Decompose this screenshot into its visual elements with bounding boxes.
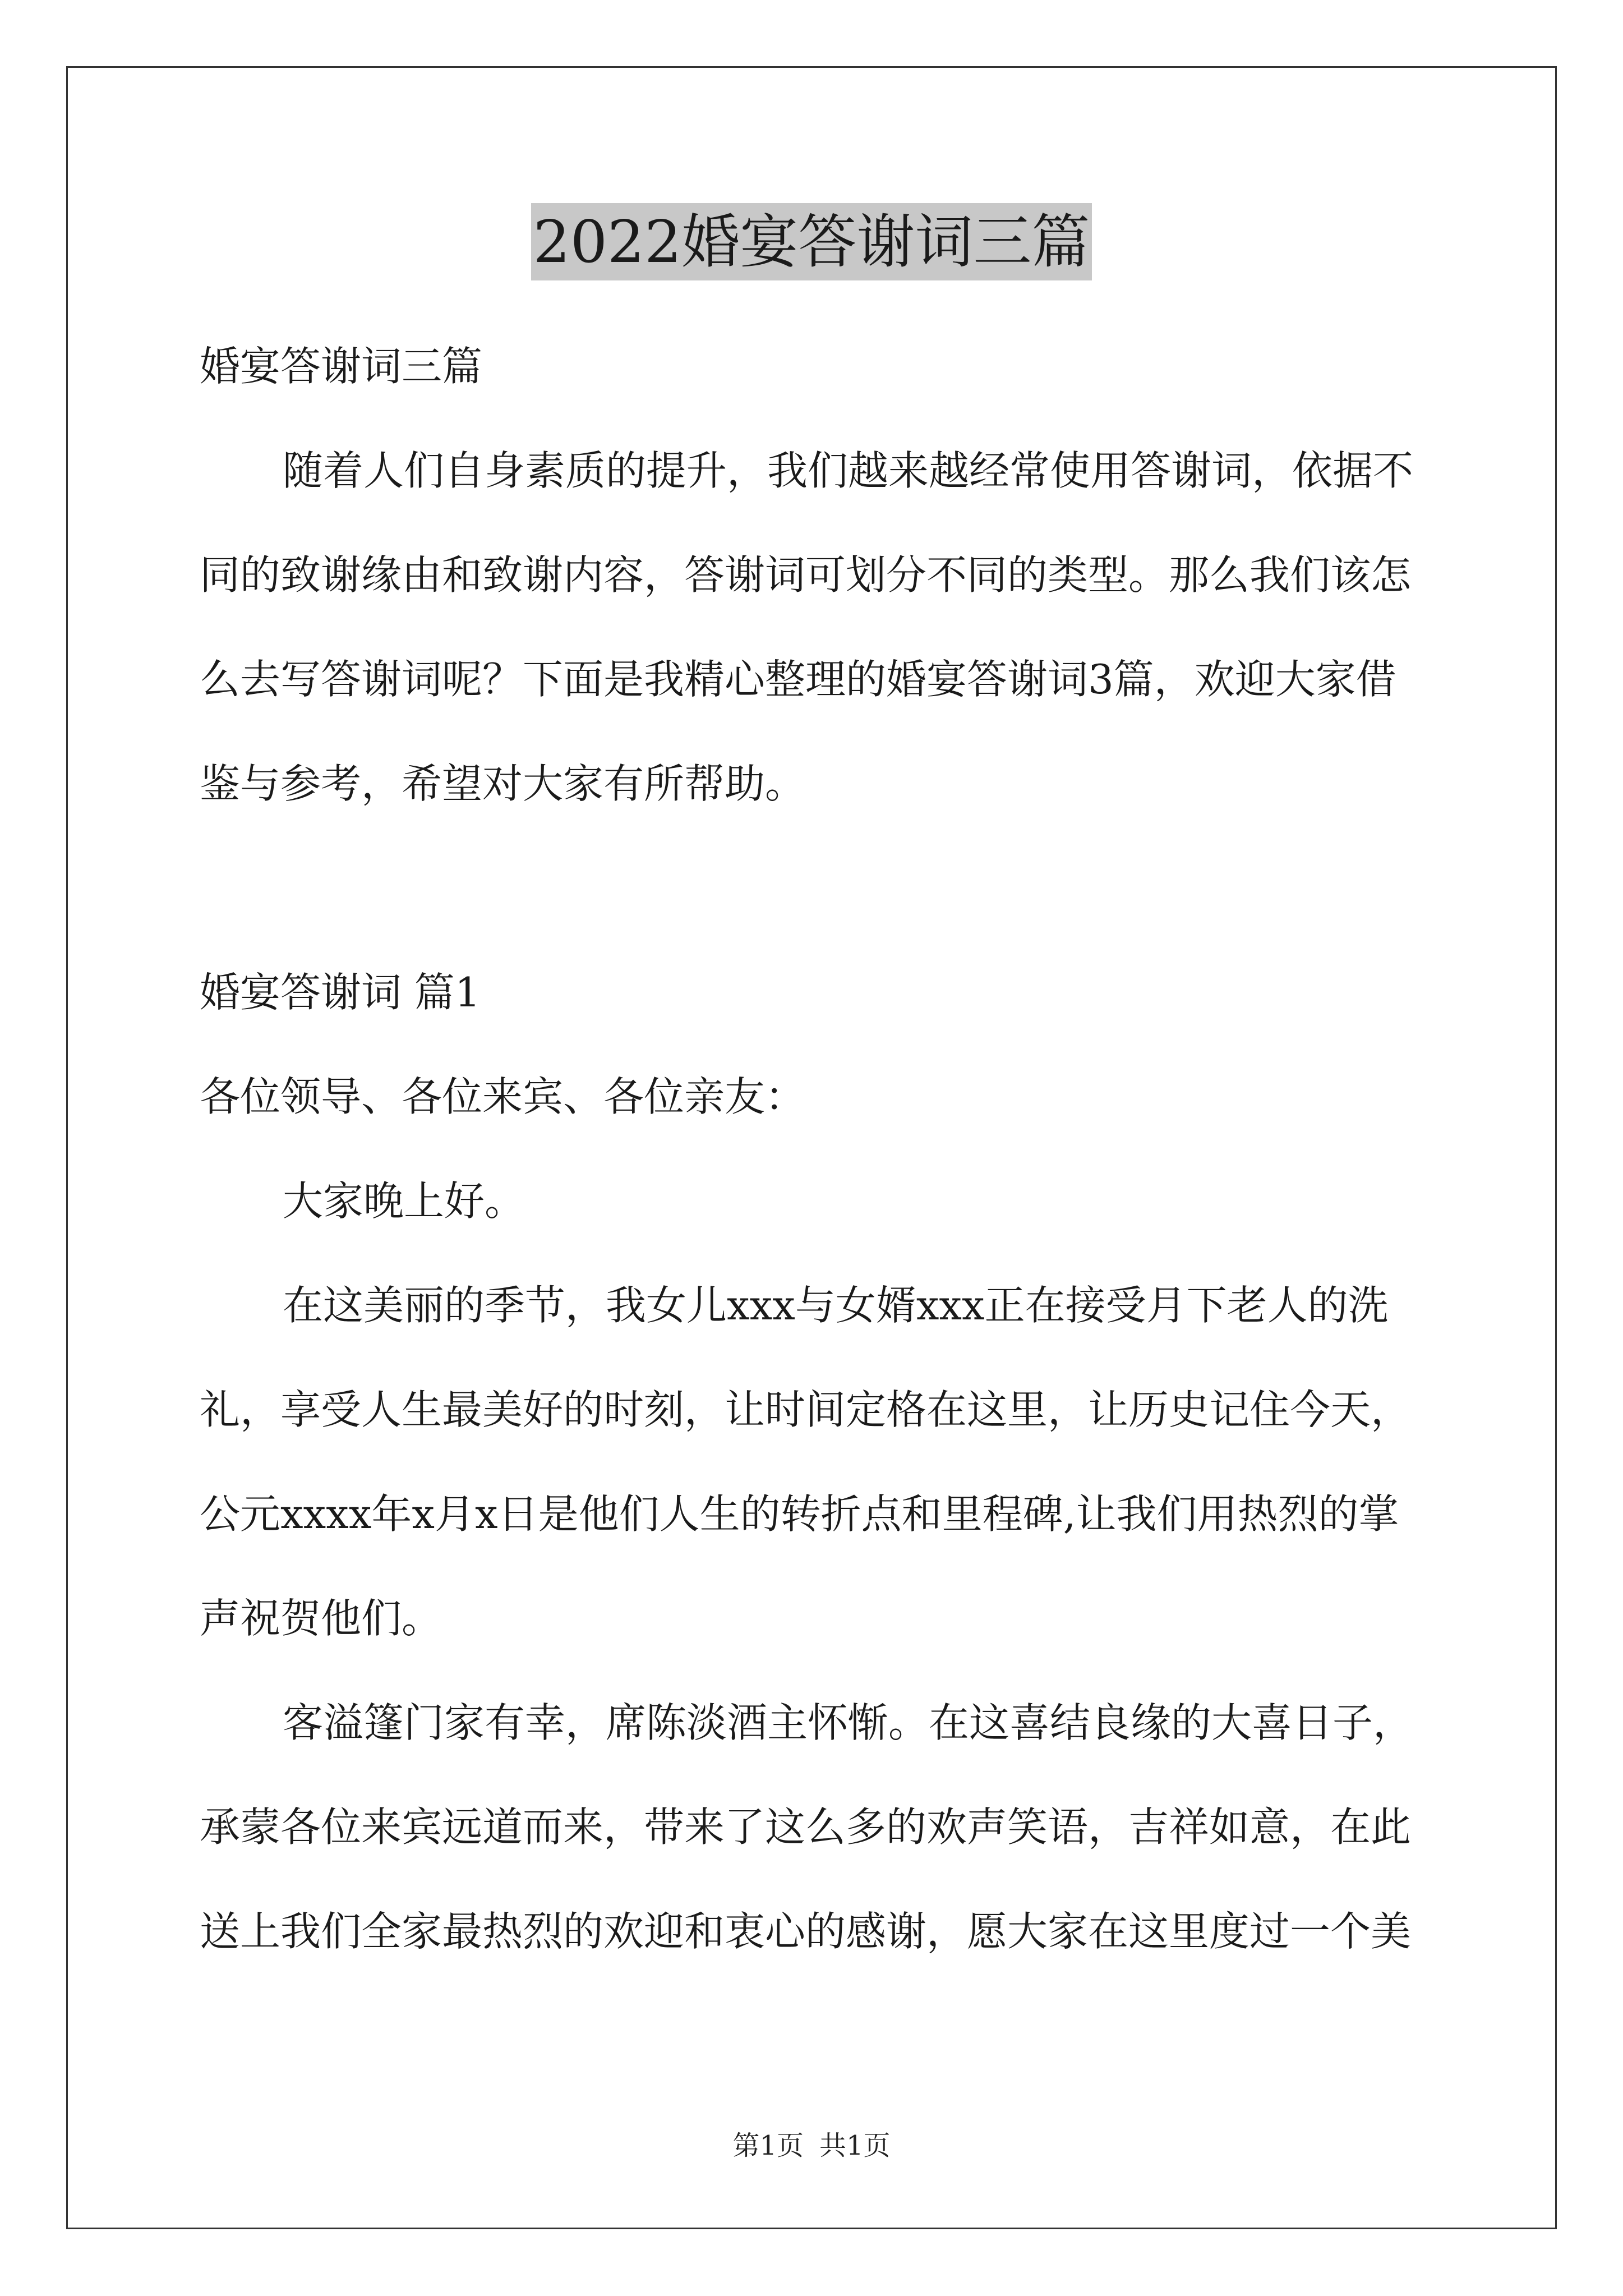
body-paragraph-thanks: 客溢篷门家有幸，席陈淡酒主怀惭。在这喜结良缘的大喜日子，承蒙各位来宾远道而来，带来了这么多的欢声笑语，吉祥如意，在此送上我们全家最热烈的欢迎和衷心的感谢，愿大家在这里度过一个美 [200,1699,1414,1955]
body-paragraph-ceremony: 在这美丽的季节，我女儿xxx与女婿xxx正在接受月下老人的洗礼，享受人生最美好的时刻，让时间定格在这里，让历史记住今天，公元xxxx年x月x日是他们人生的转折点和里程碑,让我们用热烈的掌声祝贺他们。 [200,1282,1412,1642]
salutation: 各位领导、各位来宾、各位亲友： [200,1073,806,1120]
document-title: 2022婚宴答谢词三篇 [531,203,1092,280]
page-total: 共1页 [819,2130,891,2161]
intro-paragraph: 随着人们自身素质的提升，我们越来越经常使用答谢词，依据不同的致谢缘由和致谢内容，答谢词可划分不同的类型。那么我们该怎么去写答谢词呢？下面是我精心整理的婚宴答谢词3篇，欢迎大家借鉴与参考，希望对大家有所帮助。 [200,447,1414,807]
title-container [0,203,1623,280]
page-footer [0,2129,1623,2162]
body-paragraph-greeting: 大家晚上好。 [283,1177,525,1225]
page-number: 第1页 [732,2130,804,2161]
document-body [200,314,1433,1984]
section-heading: 婚宴答谢词 篇1 [200,969,481,1016]
subtitle: 婚宴答谢词三篇 [200,343,483,390]
